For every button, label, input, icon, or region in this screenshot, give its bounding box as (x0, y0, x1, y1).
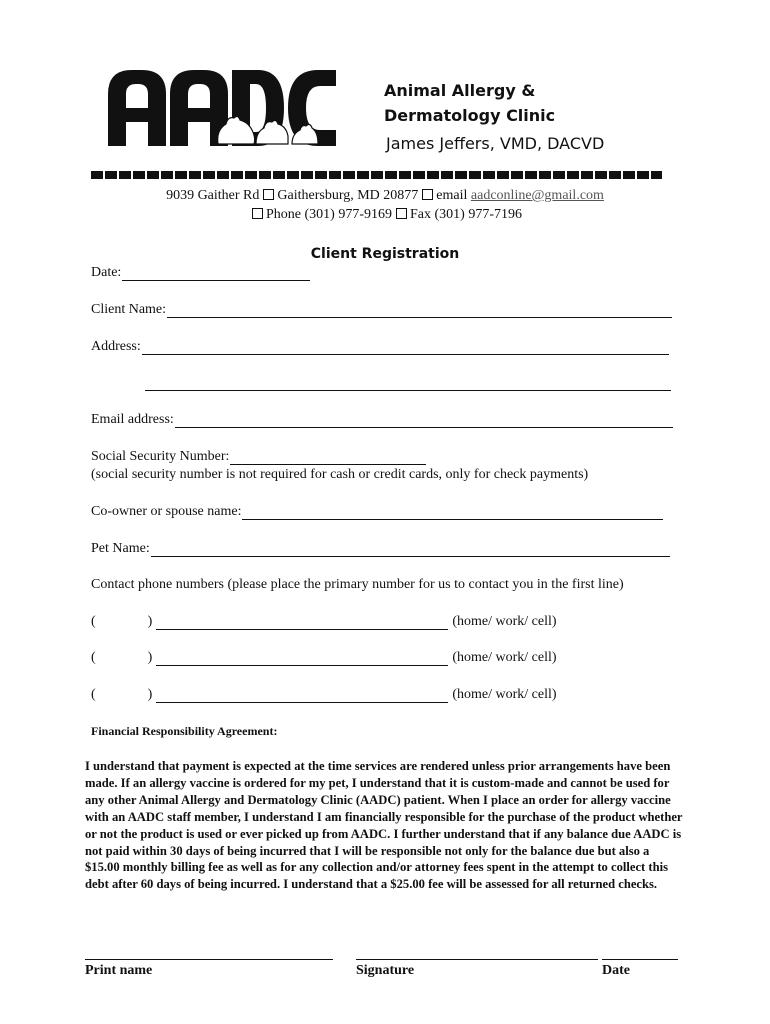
pet-name-field (91, 541, 670, 557)
date-label: Date: (91, 265, 122, 280)
email-field-label: Email address: (91, 412, 174, 427)
contact-phone-instructions: Contact phone numbers (please place the primary number for us to contact you in the first line) (91, 577, 624, 592)
clinic-phone: Phone (301) 977-9169 (266, 207, 392, 222)
pet-name-label: Pet Name: (91, 541, 150, 556)
clinic-address: 9039 Gaither Rd (166, 188, 260, 203)
coowner-input-line[interactable] (242, 505, 663, 520)
clinic-name (384, 78, 555, 128)
coowner-label: Co-owner or spouse name: (91, 504, 242, 519)
print-name-line[interactable] (85, 958, 333, 960)
checkbox-bullet-icon (396, 208, 407, 219)
clinic-fax: Fax (301) 977-7196 (410, 207, 522, 222)
checkbox-bullet-icon (263, 189, 274, 200)
phone-type-label: (home/ work/ cell) (452, 614, 557, 629)
date-signature-label: Date (602, 963, 630, 978)
email-link[interactable]: aadconline@gmail.com (470, 188, 604, 203)
email-label: email (436, 188, 468, 203)
date-input-line[interactable] (122, 266, 310, 281)
form-title: Client Registration (310, 246, 460, 262)
ssn-field (91, 449, 426, 465)
phone-close-paren: ) (147, 614, 153, 629)
phone-open-paren: ( (91, 650, 96, 665)
phone-open-paren: ( (91, 687, 96, 702)
agreement-body: I understand that payment is expected at the time services are rendered unless prior arrangements have been made. If an allergy vaccine is ordered for my pet, I understand that it is custom-made and cannot be used for any other Animal Allergy and Dermatology Clinic (AADC) patient. When I place an order for allergy vaccine with an AADC staff member, I understand I am financially responsible for the purchase of the product whether or not the product is used or ever picked up from AADC. I further understand that if any balance due AADC is not paid within 30 days of being incurred that I will be responsible not only for the balance due but also a $15.00 monthly billing fee as well as for any collection and/or attorney fees spent in the attempt to collect this debt after 60 days of being incurred. I understand that a $25.00 fee will be assessed for all returned checks. (85, 759, 683, 892)
aadc-logo (106, 64, 338, 148)
phone-type-label: (home/ work/ cell) (452, 687, 557, 702)
email-field (91, 412, 673, 428)
date-field (91, 265, 310, 281)
phone-input-line[interactable] (156, 615, 448, 630)
ssn-label: Social Security Number: (91, 449, 230, 464)
phone-row-3 (91, 687, 557, 703)
clinic-city: Gaithersburg, MD 20877 (277, 188, 419, 203)
phone-open-paren: ( (91, 614, 96, 629)
contact-line-1 (0, 188, 770, 204)
print-name-label: Print name (85, 963, 153, 978)
phone-input-line[interactable] (156, 688, 448, 703)
address-input-line-1[interactable] (142, 340, 669, 355)
phone-close-paren: ) (147, 687, 153, 702)
checkbox-bullet-icon (422, 189, 433, 200)
header-divider (91, 171, 662, 179)
pet-name-input-line[interactable] (151, 542, 670, 557)
date-signature-line[interactable] (602, 958, 678, 960)
doctor-name: James Jeffers, VMD, DACVD (386, 134, 605, 153)
contact-line-2 (0, 207, 770, 223)
client-name-input-line[interactable] (167, 303, 672, 318)
client-name-label: Client Name: (91, 302, 167, 317)
coowner-field (91, 504, 663, 520)
phone-close-paren: ) (147, 650, 153, 665)
agreement-heading: Financial Responsibility Agreement: (91, 724, 278, 738)
client-name-field (91, 302, 672, 318)
address-label: Address: (91, 339, 141, 354)
ssn-note: (social security number is not required for cash or credit cards, only for check payments) (91, 467, 589, 482)
email-input-line[interactable] (175, 413, 673, 428)
checkbox-bullet-icon (252, 208, 263, 219)
phone-row-1 (91, 614, 557, 630)
phone-row-2 (91, 650, 557, 666)
phone-input-line[interactable] (156, 651, 448, 666)
ssn-input-line[interactable] (230, 450, 426, 465)
phone-type-label: (home/ work/ cell) (452, 650, 557, 665)
signature-label: Signature (356, 963, 415, 978)
clinic-name-line2: Dermatology Clinic (384, 106, 556, 125)
address-input-line-2[interactable] (145, 376, 671, 391)
clinic-name-line1: Animal Allergy & (384, 81, 536, 100)
signature-line[interactable] (356, 958, 598, 960)
address-field (91, 339, 669, 355)
